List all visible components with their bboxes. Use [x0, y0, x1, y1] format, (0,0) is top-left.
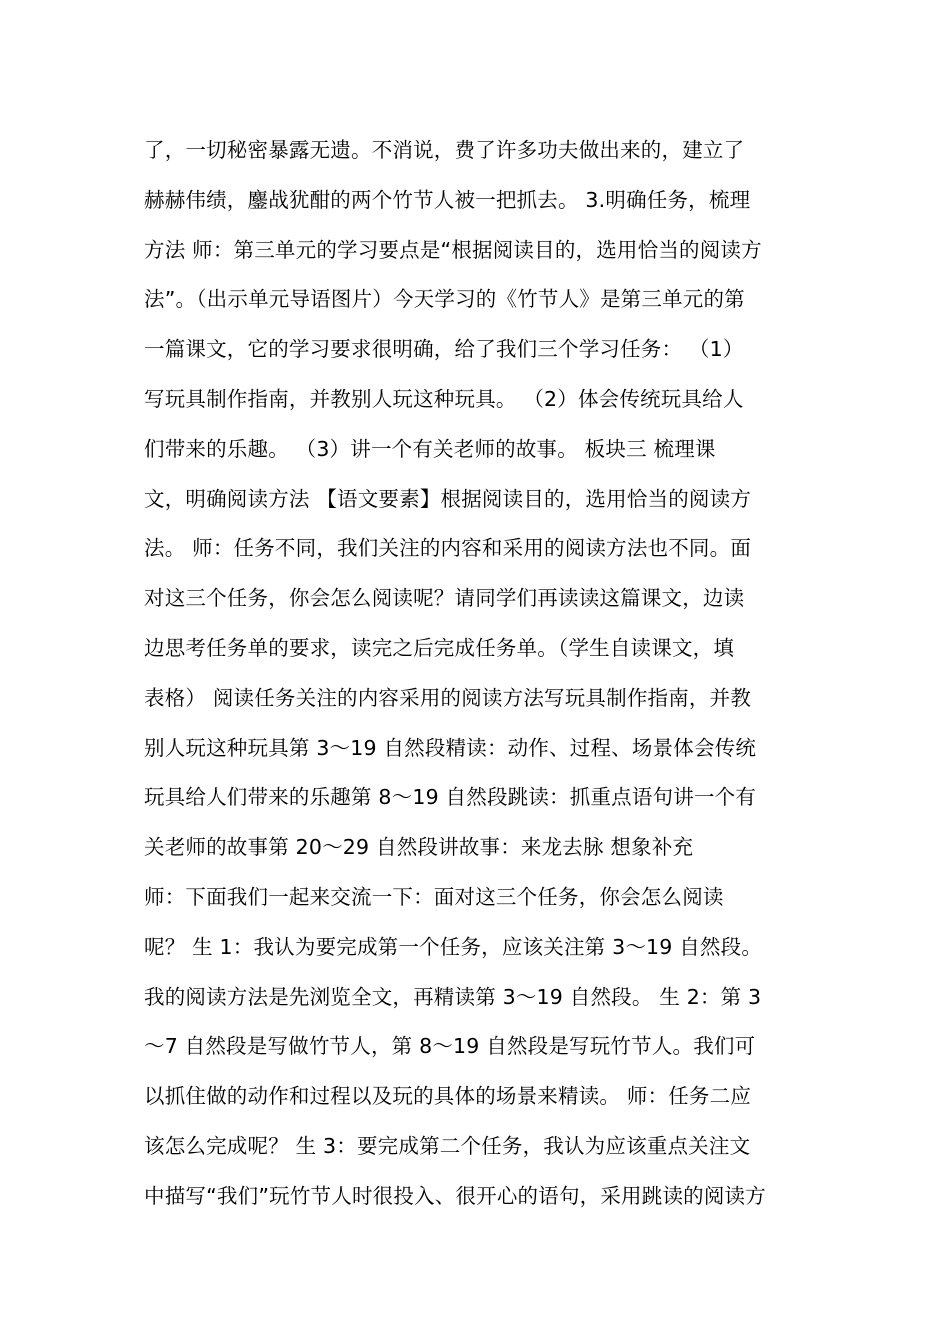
text-line: 对这三个任务，你会怎么阅读呢？请同学们再读读这篇课文，边读: [144, 586, 745, 611]
text-line: 法。 师：任务不同，我们关注的内容和采用的阅读方法也不同。面: [144, 536, 752, 561]
text-line: 关老师的故事第 20～29 自然段讲故事：来龙去脉 想象补充: [144, 835, 694, 860]
text-line: 玩具给人们带来的乐趣第 8～19 自然段跳读：抓重点语句讲一个有: [144, 785, 757, 810]
text-line: 文，明确阅读方法 【语文要素】根据阅读目的，选用恰当的阅读方: [144, 486, 752, 511]
text-line: 我的阅读方法是先浏览全文，再精读第 3～19 自然段。 生 2：第 3: [144, 984, 762, 1009]
text-line: 以抓住做的动作和过程以及玩的具体的场景来精读。 师：任务二应: [144, 1084, 752, 1109]
text-line: 师：下面我们一起来交流一下：面对这三个任务，你会怎么阅读: [144, 884, 724, 909]
text-line: 方法 师：第三单元的学习要点是“根据阅读目的，选用恰当的阅读方: [144, 237, 762, 262]
text-line: 中描写“我们”玩竹节人时很投入、很开心的语句，采用跳读的阅读方: [144, 1183, 766, 1208]
text-line: 了，一切秘密暴露无遗。不消说，费了许多功夫做出来的，建立了: [144, 138, 745, 162]
body-text: [144, 126, 806, 1222]
text-line: 一篇课文，它的学习要求很明确，给了我们三个学习任务： （1）: [144, 337, 744, 362]
text-line: 写玩具制作指南，并教别人玩这种玩具。 （2）体会传统玩具给人: [144, 386, 744, 411]
text-line: 呢？ 生 1：我认为要完成第一个任务，应该关注第 3～19 自然段。: [144, 934, 763, 959]
text-line: 赫赫伟绩，鏖战犹酣的两个竹节人被一把抓去。 3.明确任务，梳理: [144, 187, 751, 212]
text-line: ～7 自然段是写做竹节人，第 8～19 自然段是写玩竹节人。我们可: [144, 1034, 756, 1059]
text-line: 边思考任务单的要求，读完之后完成任务单。（学生自读课文，填: [144, 635, 735, 660]
text-line: 别人玩这种玩具第 3～19 自然段精读：动作、过程、场景体会传统: [144, 735, 757, 760]
text-line: 法”。（出示单元导语图片）今天学习的《竹节人》是第三单元的第: [144, 287, 745, 312]
text-line: 该怎么完成呢？ 生 3：要完成第二个任务，我认为应该重点关注文: [144, 1133, 751, 1158]
text-line: 们带来的乐趣。 （3）讲一个有关老师的故事。 板块三 梳理课: [144, 436, 716, 461]
text-line: 表格） 阅读任务关注的内容采用的阅读方法写玩具制作指南，并教: [144, 685, 752, 710]
